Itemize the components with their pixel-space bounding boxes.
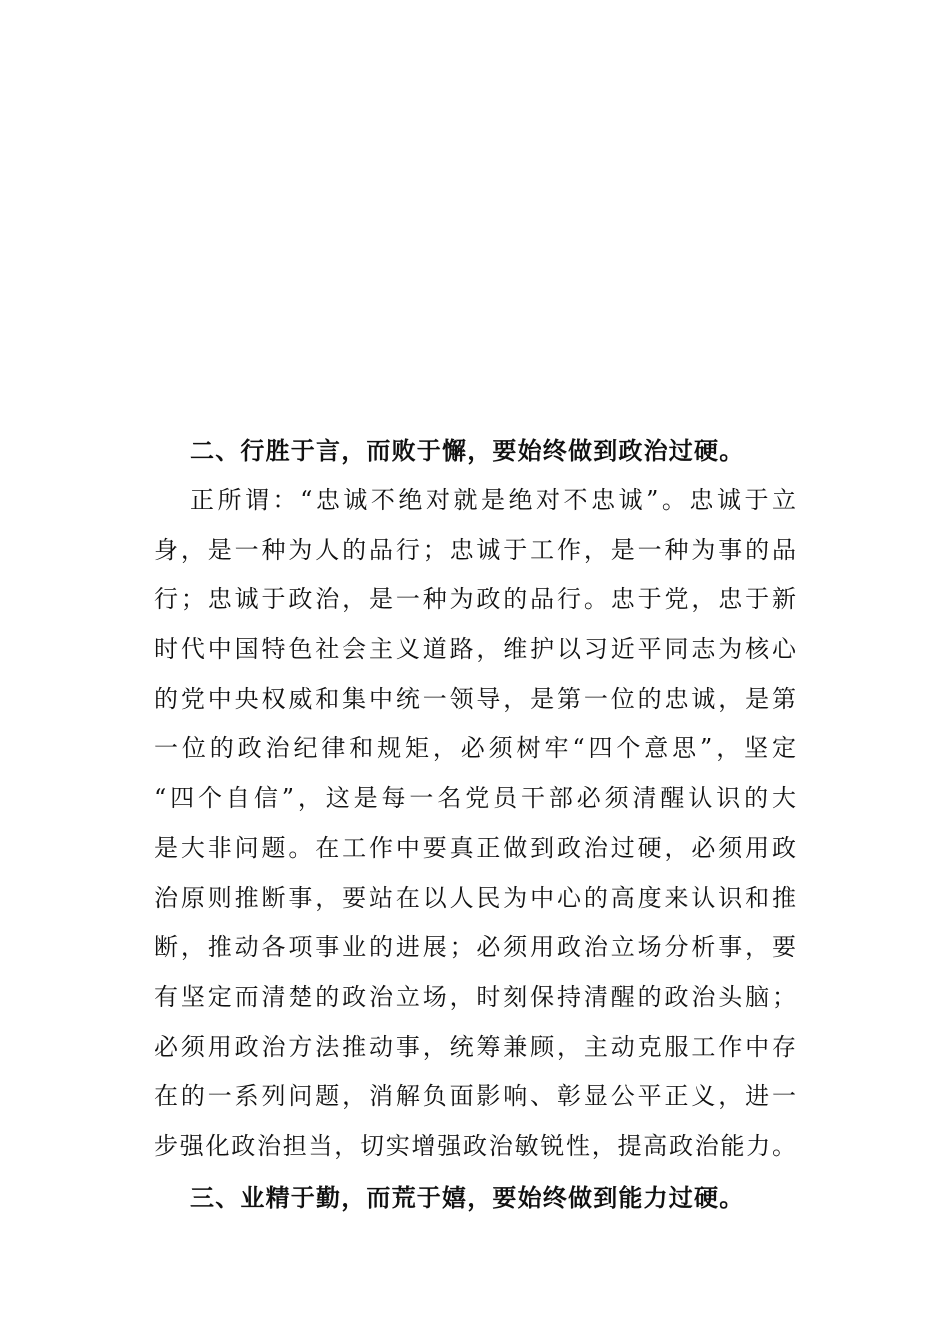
- paragraph-line: 在的一系列问题，消解负面影响、彰显公平正义，进一: [154, 1082, 796, 1110]
- paragraph-line: 必须用政治方法推动事，统筹兼顾，主动克服工作中存: [154, 1033, 796, 1061]
- paragraph-line: 正所谓：“忠诚不绝对就是绝对不忠诚”。忠诚于立: [190, 486, 796, 514]
- paragraph-line: 的党中央权威和集中统一领导，是第一位的忠诚，是第: [154, 685, 796, 713]
- paragraph-line: 步强化政治担当，切实增强政治敏锐性，提高政治能力。: [154, 1132, 796, 1160]
- paragraph-line: 断，推动各项事业的进展；必须用政治立场分析事，要: [154, 933, 796, 961]
- paragraph-line: 时代中国特色社会主义道路，维护以习近平同志为核心: [154, 635, 796, 663]
- paragraph-line: 行；忠诚于政治，是一种为政的品行。忠于党，忠于新: [154, 585, 796, 613]
- paragraph-line: 身，是一种为人的品行；忠诚于工作，是一种为事的品: [154, 536, 796, 564]
- section-heading-2: 二、行胜于言，而败于懈，要始终做到政治过硬。: [190, 437, 745, 465]
- paragraph-line: 治原则推断事，要站在以人民为中心的高度来认识和推: [154, 884, 796, 912]
- paragraph-line: “四个自信”，这是每一名党员干部必须清醒认识的大: [154, 784, 796, 812]
- section-heading-3: 三、业精于勤，而荒于嬉，要始终做到能力过硬。: [190, 1184, 745, 1212]
- paragraph-line: 一位的政治纪律和规矩，必须树牢“四个意思”，坚定: [154, 734, 796, 762]
- paragraph-line: 有坚定而清楚的政治立场，时刻保持清醒的政治头脑；: [154, 983, 796, 1011]
- paragraph-line: 是大非问题。在工作中要真正做到政治过硬，必须用政: [154, 834, 796, 862]
